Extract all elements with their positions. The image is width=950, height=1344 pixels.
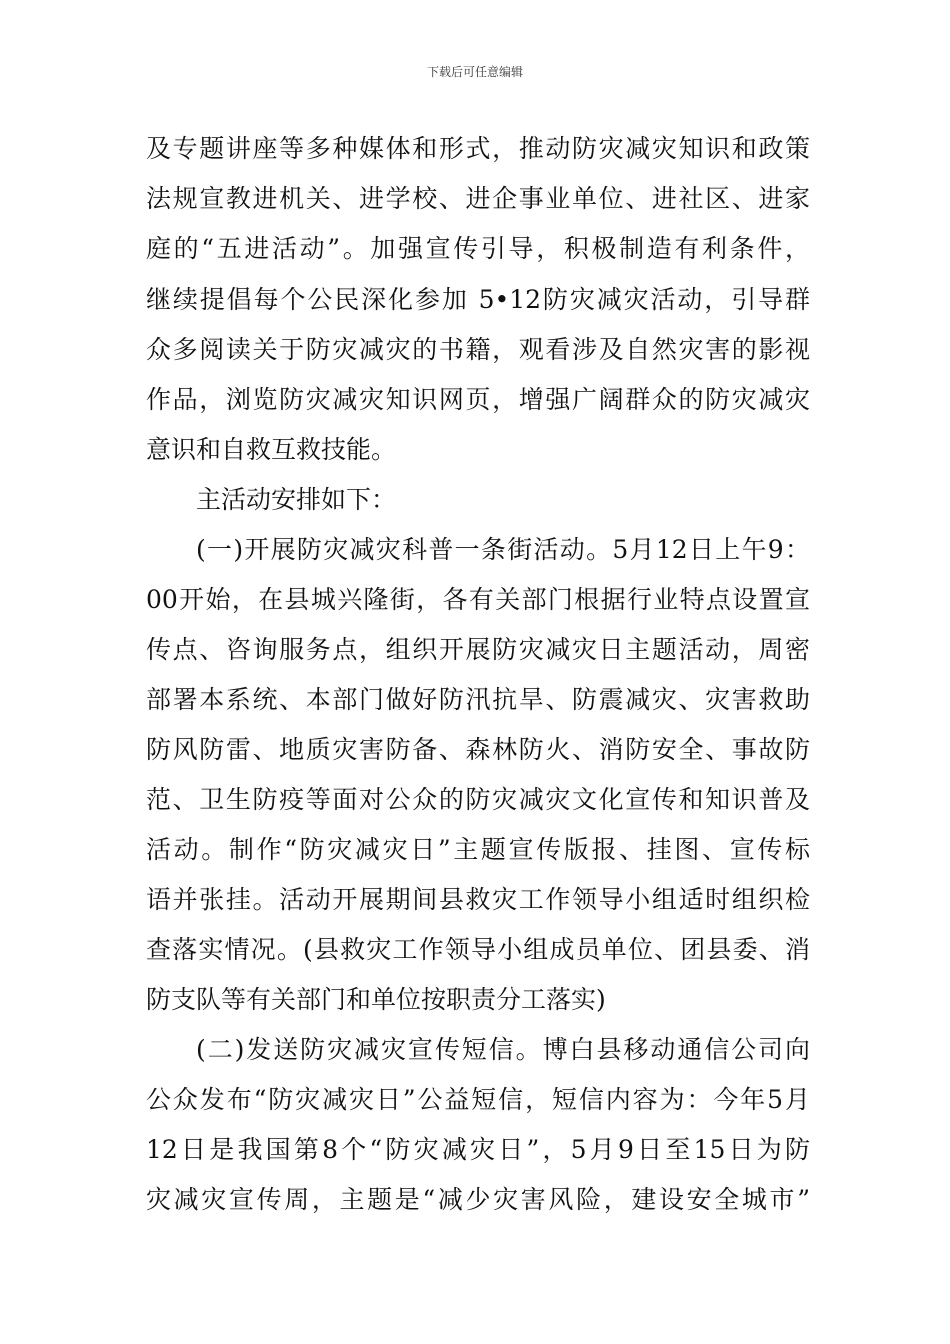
body-line: 语并张挂。活动开展期间县救灾工作领导小组适时组织检	[146, 885, 810, 914]
body-line: 查落实情况。(县救灾工作领导小组成员单位、团县委、消	[146, 935, 810, 964]
body-line: 意识和自救互救技能。	[146, 435, 397, 464]
item-one-heading: (一)开展防灾减灾科普一条街活动。5月12日上午9：	[196, 535, 810, 564]
body-line: 庭的“五进活动”。加强宣传引导，积极制造有利条件，	[146, 234, 810, 263]
body-line: 众多阅读关于防灾减灾的书籍，观看涉及自然灾害的影视	[146, 335, 810, 364]
body-line: 12日是我国第8个“防灾减灾日”，5月9日至15日为防	[146, 1135, 810, 1164]
page-header: 下载后可任意编辑	[426, 65, 523, 79]
body-line: 及专题讲座等多种媒体和形式，推动防灾减灾知识和政策	[146, 134, 810, 163]
body-line: 范、卫生防疫等面对公众的防灾减灾文化宣传和知识普及	[146, 785, 810, 814]
body-line: 灾减灾宣传周，主题是“减少灾害风险，建设安全城市”	[146, 1185, 810, 1214]
body-line: 活动。制作“防灾减灾日”主题宣传版报、挂图、宣传标	[146, 835, 810, 864]
body-line: 传点、咨询服务点，组织开展防灾减灾日主题活动，周密	[146, 635, 810, 664]
body-line: 部署本系统、本部门做好防汛抗旱、防震减灾、灾害救助	[146, 685, 810, 714]
body-line: 作品，浏览防灾减灾知识网页，增强广阔群众的防灾减灾	[146, 385, 810, 414]
body-line: 防风防雷、地质灾害防备、森林防火、消防安全、事故防	[146, 735, 810, 764]
body-line: 继续提倡每个公民深化参加 5•12防灾减灾活动，引导群	[146, 285, 810, 314]
body-line: 00开始，在县城兴隆街，各有关部门根据行业特点设置宣	[146, 585, 810, 614]
item-two-heading: (二)发送防灾减灾宣传短信。博白县移动通信公司向	[196, 1035, 810, 1064]
body-line: 公众发布“防灾减灾日”公益短信，短信内容为：今年5月	[146, 1085, 810, 1114]
body-line: 法规宣教进机关、进学校、进企事业单位、进社区、进家	[146, 184, 810, 213]
body-line: 防支队等有关部门和单位按职责分工落实)	[146, 985, 606, 1014]
section-intro: 主活动安排如下：	[196, 485, 397, 514]
